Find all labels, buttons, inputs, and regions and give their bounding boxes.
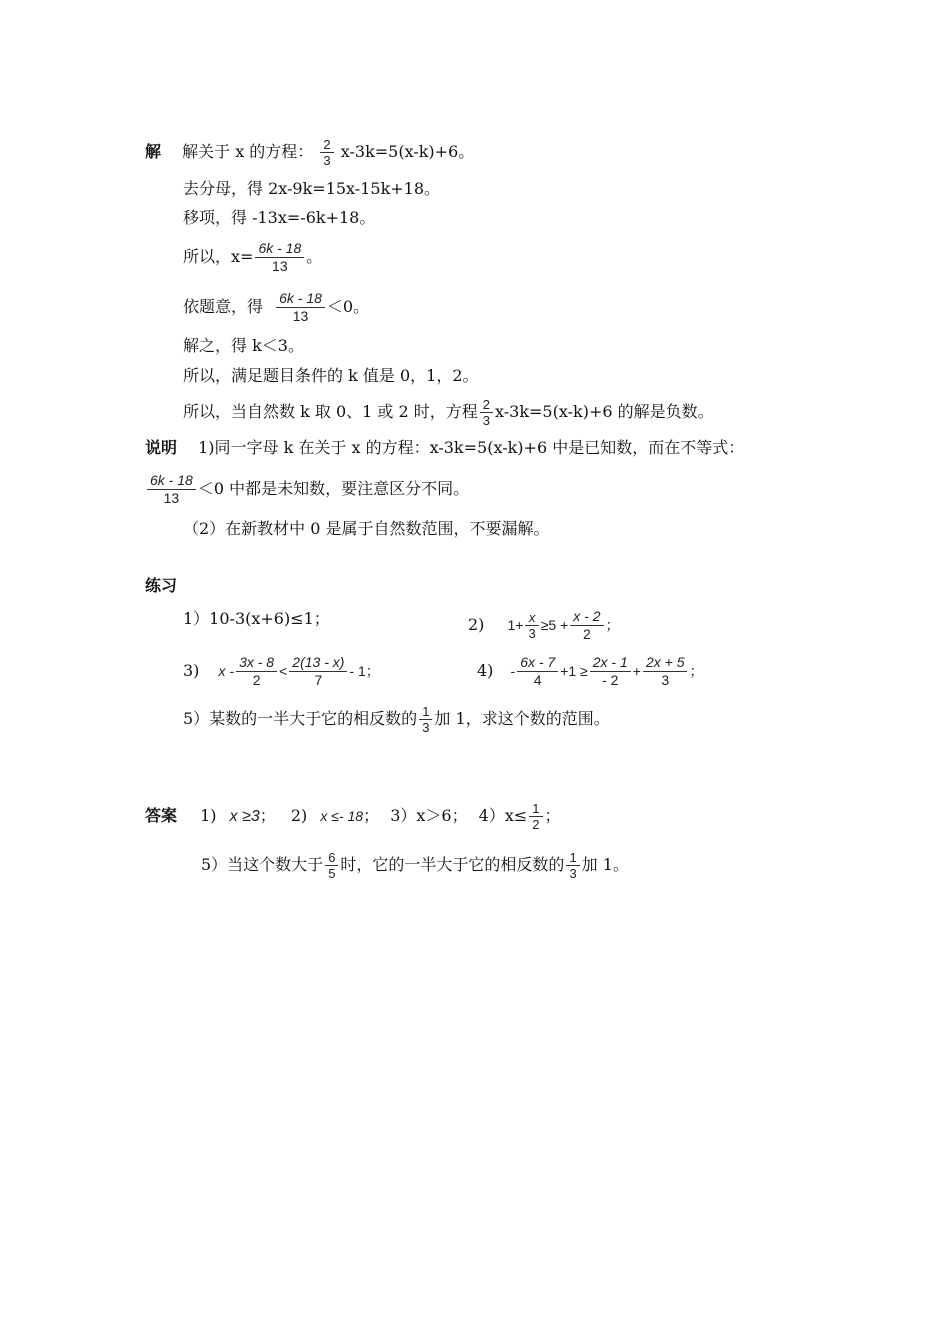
practice-item-5: 5）某数的一半大于它的相反数的 $\frac{1}{3}$ 加 1，求这个数的范围。 [183,704,610,735]
fraction: $\frac{1}{3}$ [419,704,432,735]
equation-text: x-3k=5(x-k)+6。 [340,142,475,161]
practice-item-1: 1）10-3(x+6)≤1； [183,609,330,628]
solution-step2: 移项，得 -13x=-6k+18。 [183,208,376,227]
fraction: $\frac{6k - 18}{13}$ [147,472,196,507]
answer-3: 3）x＞6； [390,806,468,825]
solution-step5: 解之，得 k＜3。 [183,336,304,355]
fraction: $\frac{2}{3}$ [320,137,333,168]
answer-4: 4）x≤ $\frac{1}{2}$ ； [478,801,561,832]
answer-1: x ≥3 [229,808,260,825]
solution-step3: 所以，x= $\frac{6k - 18}{13}$ 。 [183,240,323,274]
fraction: $\frac{2(13 - x)}{7}$ [289,654,347,689]
solution-intro-text: 解关于 x 的方程： [182,142,314,161]
answers-label: 答案 [145,806,178,825]
answer-2: x ≤- 18 [320,808,364,824]
practice-heading [145,575,177,597]
fraction: $\frac{6}{5}$ [325,850,338,881]
fraction: $\frac{1}{3}$ [566,850,579,881]
note-line2: $\frac{6k - 18}{13}$ ＜0 中都是未知数，要注意区分不同。 [145,472,469,494]
practice-label: 练习 [145,576,178,595]
note-label: 说明 [145,438,178,457]
answers-line2: 5）当这个数大于 $\frac{6}{5}$ 时，它的一半大于它的相反数的 $\frac{1}{3}$ 加 1。 [201,850,629,881]
fraction: $\frac{1}{2}$ [529,801,542,832]
fraction: $\frac{3x - 8}{2}$ [236,654,277,689]
solution-line-intro [145,137,475,168]
note-line3: （2）在新教材中 0 是属于自然数范围，不要漏解。 [183,519,550,538]
fraction: $\frac{x - 2}{2}$ [570,608,603,643]
fraction: $\frac{2x - 1}{- 2}$ [590,654,631,689]
solution-step4: 依题意，得 $\frac{6k - 18}{13}$ ＜0。 [183,290,370,324]
answers-line1: 答案 1) x ≥3； 2) x ≤- 18； 3）x＞6； 4）x≤ $\frac{1}{2}$ ； [145,801,561,832]
practice-item-4: 4) - $\frac{6x - 7}{4}$ +1 ≥ $\frac{2x - 1}{- 2}$ + $\frac{2x + 5}{3}$ ； [477,654,704,688]
fraction: $\frac{2x + 5}{3}$ [643,654,688,689]
solution-step6: 所以，满足题目条件的 k 值是 0，1，2。 [183,366,479,385]
fraction: $\frac{x}{3}$ [525,610,538,641]
fraction: $\frac{2}{3}$ [480,397,493,428]
solution-step7: 所以，当自然数 k 取 0、1 或 2 时，方程 $\frac{2}{3}$ x-3k=5(x-k)+6 的解是负数。 [183,397,714,428]
fraction: $\frac{6k - 18}{13}$ [276,290,325,325]
fraction: $\frac{6x - 7}{4}$ [517,654,558,689]
practice-item-2: 2) 1+ $\frac{x}{3}$ ≥5 + $\frac{x - 2}{2}$ ； [468,608,620,642]
practice-item-3: 3) x - $\frac{3x - 8}{2}$ < $\frac{2(13 - x)}{7}$ - 1； [183,654,380,688]
solution-step1: 去分母，得 2x-9k=15x-15k+18。 [183,179,441,198]
note-line1: 说明 1)同一字母 k 在关于 x 的方程：x-3k=5(x-k)+6 中是已知数，而在不等式： [145,438,745,457]
solution-label: 解 [145,142,162,161]
fraction: $\frac{6k - 18}{13}$ [255,240,304,275]
